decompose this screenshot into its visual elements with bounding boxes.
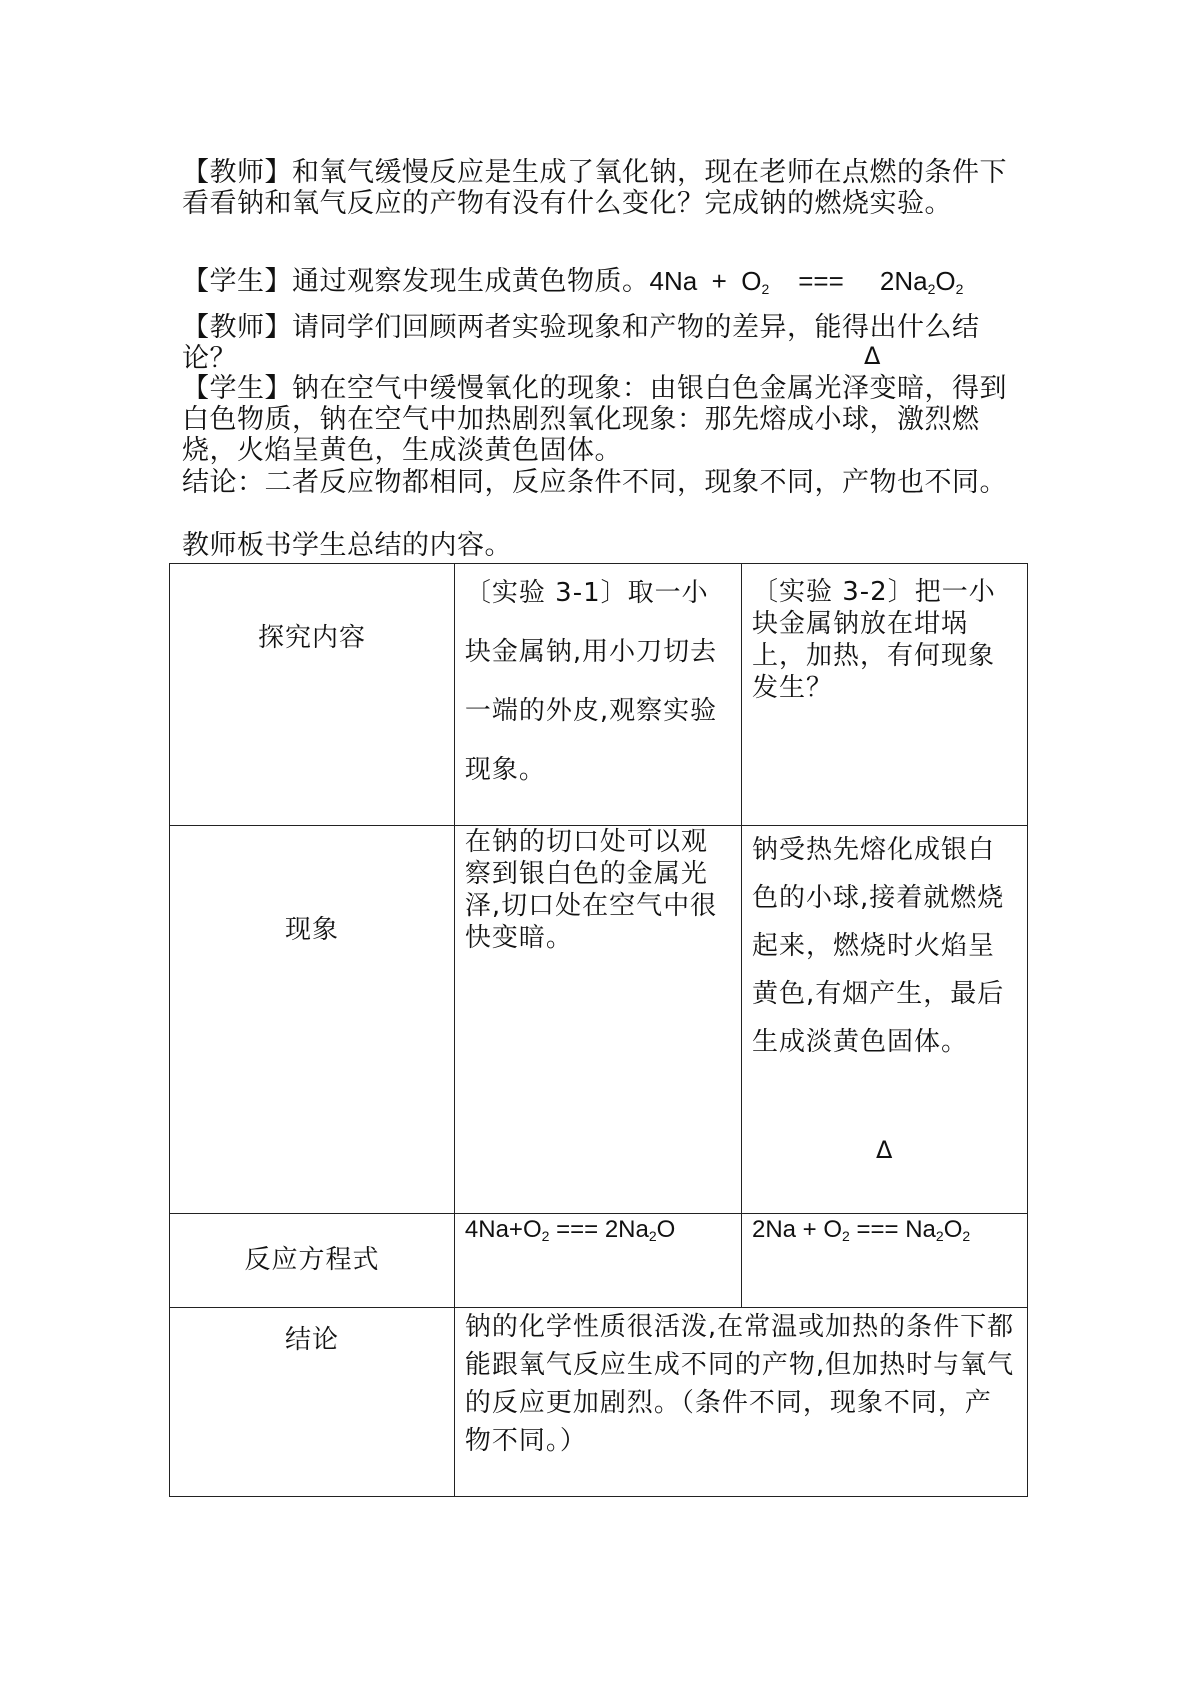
cell-experiment-3-2 <box>741 564 1027 826</box>
table-row-investigation <box>170 564 1028 826</box>
cell-equation-oxide <box>454 1214 741 1308</box>
equation-sodium-oxide: $4Na+O_2$ === $2Na_2O$ <box>464 1216 676 1244</box>
table-row-equation <box>170 1214 1028 1308</box>
row-label: 结论 <box>284 1325 339 1355</box>
combustion-equation: $4Na + O_2$ === $2Na_2O_2$ <box>649 266 964 297</box>
phenomenon-3-1-text: 在钠的切口处可以观察到银白色的金属光泽,切口处在空气中很快变暗。 <box>464 827 718 953</box>
cell-phenomenon-3-2 <box>741 826 1027 1214</box>
equation-sodium-peroxide: $2Na + O_2$ === $Na_2O_2$ <box>751 1216 971 1244</box>
paragraph-conclusion: 结论：二者反应物都相同，反应条件不同，现象不同，产物也不同。 <box>182 467 1007 498</box>
experiment-3-2-text: 〔实验 3-2〕把一小块金属钠放在坩埚上，加热，有何现象发生？ <box>751 577 996 703</box>
experiment-summary-table <box>169 563 1028 1497</box>
label-cell-phenomenon <box>170 826 455 1214</box>
label-cell-equation <box>170 1214 455 1308</box>
cell-phenomenon-3-1 <box>454 826 741 1214</box>
heat-symbol: Δ <box>875 1136 894 1164</box>
row-label: 反应方程式 <box>244 1245 380 1275</box>
paragraph-teacher-1: 【教师】和氧气缓慢反应是生成了氧化钠，现在老师在点燃的条件下看看钠和氧气反应的产物有没有什么变化？完成钠的燃烧实验。 <box>182 157 1007 219</box>
table-row-phenomenon <box>170 826 1028 1214</box>
table-row-conclusion <box>170 1308 1028 1497</box>
student-observation-text: 【学生】通过观察发现生成黄色物质。 <box>182 266 650 297</box>
paragraph-student-2: 【学生】钠在空气中缓慢氧化的现象：由银白色金属光泽变暗，得到白色物质，钠在空气中加热剧烈氧化现象：那先熔成小球，激烈燃烧，火焰呈黄色，生成淡黄色固体。 <box>182 373 1007 466</box>
label-cell-investigation <box>170 564 455 826</box>
paragraph-student-1 <box>182 266 1022 303</box>
phenomenon-3-2-text: 钠受热先熔化成银白色的小球,接着就燃烧起来，燃烧时火焰呈黄色,有烟产生，最后生成淡黄色固体。 <box>751 835 1005 1057</box>
row-label: 现象 <box>284 915 339 945</box>
cell-equation-peroxide <box>741 1214 1027 1308</box>
cell-conclusion <box>454 1308 1027 1497</box>
label-cell-conclusion <box>170 1308 455 1497</box>
experiment-3-1-text: 〔实验 3-1〕取一小块金属钠,用小刀切去一端的外皮,观察实验现象。 <box>464 578 718 785</box>
conclusion-text: 钠的化学性质很活泼,在常温或加热的条件下都能跟氧气反应生成不同的产物,但加热时与氧气的反应更加剧烈。（条件不同，现象不同，产物不同。） <box>464 1312 1015 1456</box>
cell-experiment-3-1 <box>454 564 741 826</box>
row-label: 探究内容 <box>257 623 366 653</box>
paragraph-board-note: 教师板书学生总结的内容。 <box>182 530 512 561</box>
paragraph-teacher-2: 【教师】请同学们回顾两者实验现象和产物的差异，能得出什么结论？ <box>182 312 980 374</box>
heat-symbol: Δ <box>864 342 881 370</box>
